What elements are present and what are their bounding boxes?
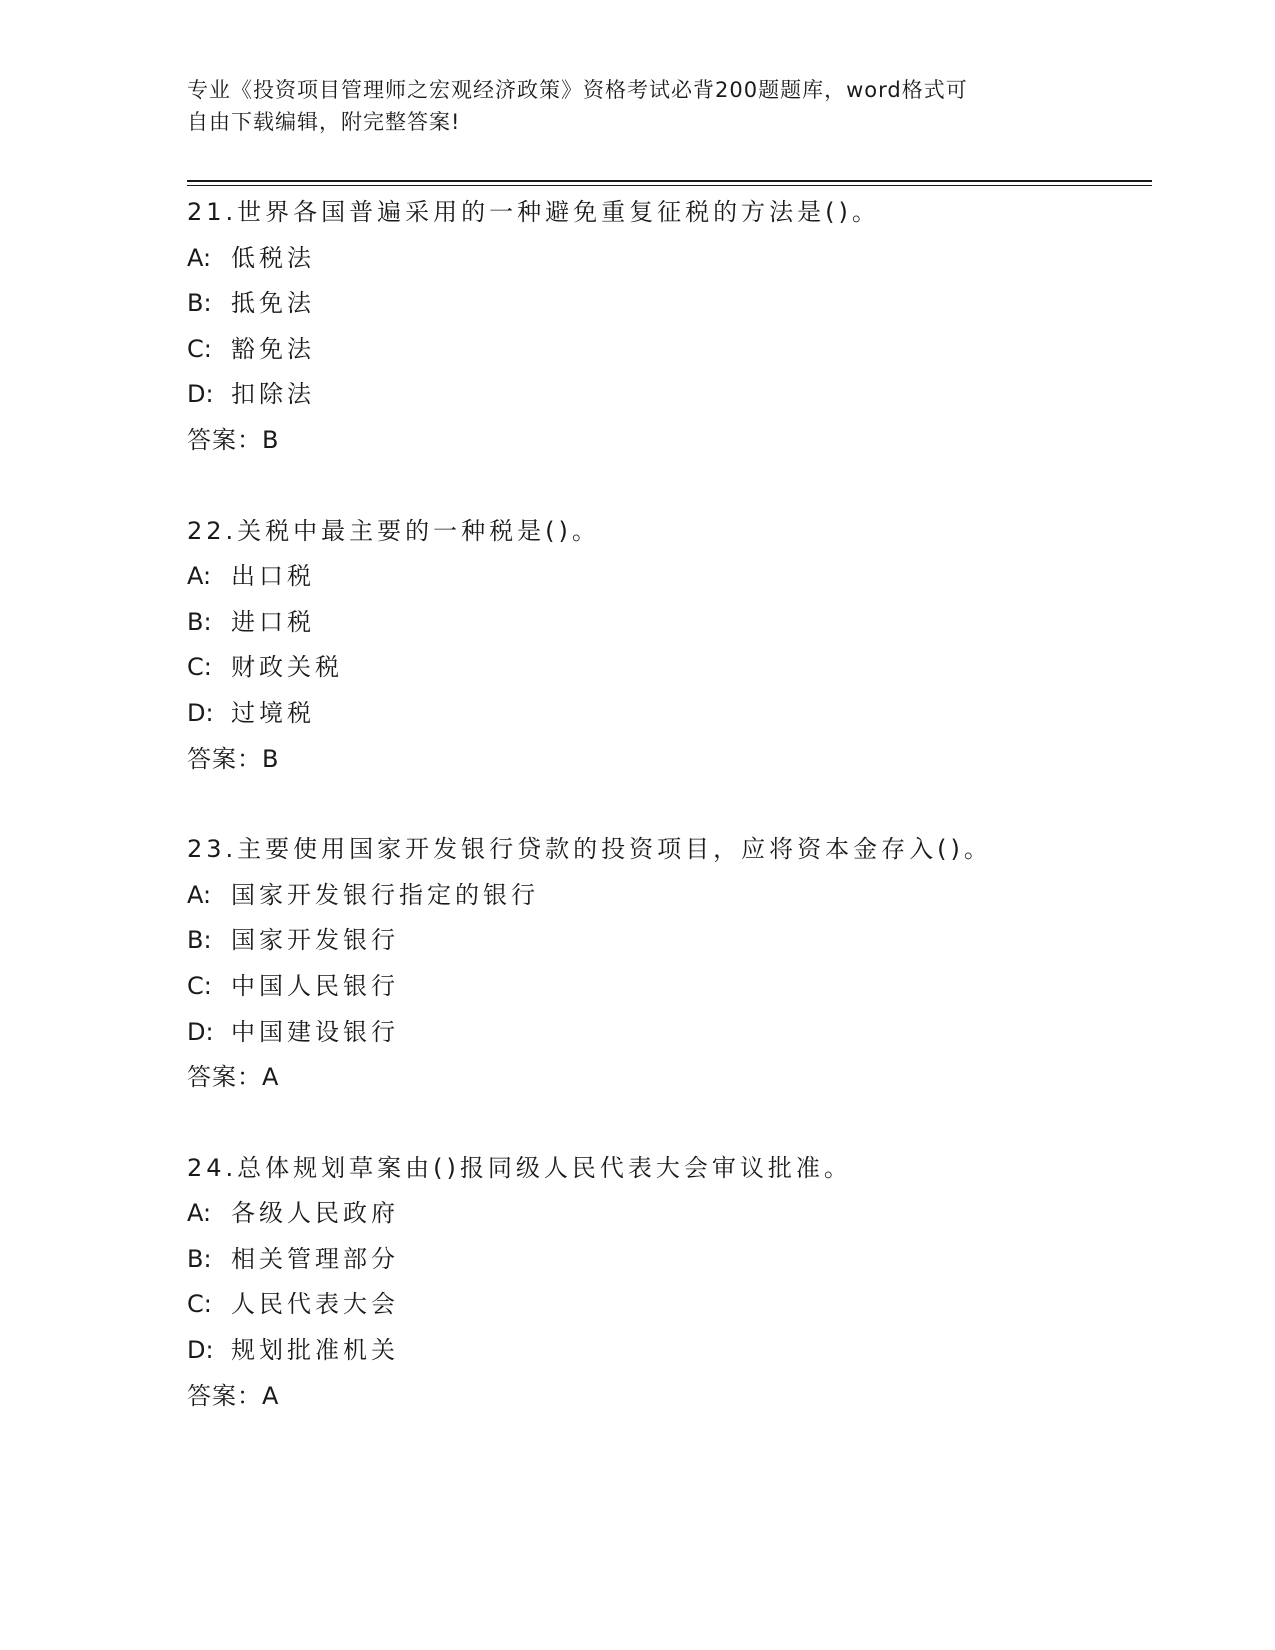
option-text: 抵免法 (231, 289, 315, 318)
option-text: 低税法 (231, 243, 315, 272)
option-b (187, 281, 1152, 327)
option-text: 出口税 (231, 562, 315, 591)
option-text: 人民代表大会 (231, 1290, 399, 1319)
question-stem: 22.关税中最主要的一种税是()。 (187, 516, 600, 545)
option-letter: D: (187, 1017, 214, 1046)
question-stem: 21.世界各国普遍采用的一种避免重复征税的方法是()。 (187, 198, 880, 226)
option-letter: D: (187, 1336, 214, 1365)
header-divider (187, 180, 1152, 186)
option-text: 中国建设银行 (231, 1017, 399, 1046)
option-c (187, 964, 1152, 1010)
option-letter: B: (187, 926, 212, 955)
answer-line: 答案：B (187, 425, 280, 454)
option-d (187, 1328, 1152, 1374)
option-text: 相关管理部分 (231, 1244, 399, 1273)
option-letter: A: (187, 880, 212, 909)
option-c (187, 327, 1152, 373)
option-letter: A: (187, 1199, 212, 1228)
option-text: 规划批准机关 (231, 1336, 399, 1365)
option-d (187, 691, 1152, 737)
question-22 (187, 509, 1152, 783)
question-stem: 23.主要使用国家开发银行贷款的投资项目，应将资本金存入()。 (187, 835, 992, 864)
question-stem: 24.总体规划草案由()报同级人民代表大会审议批准。 (187, 1153, 852, 1182)
option-text: 豁免法 (231, 334, 315, 363)
option-a (187, 873, 1152, 919)
option-text: 过境税 (231, 698, 315, 727)
option-letter: D: (187, 380, 214, 409)
header-line-2: 自由下载编辑，附完整答案! (187, 110, 461, 134)
option-letter: A: (187, 243, 212, 272)
document-header (187, 74, 1067, 138)
option-d (187, 372, 1152, 418)
option-text: 财政关税 (231, 653, 343, 682)
option-a (187, 1191, 1152, 1237)
option-b (187, 600, 1152, 646)
option-b (187, 918, 1152, 964)
option-a (187, 236, 1152, 282)
option-c (187, 645, 1152, 691)
option-b (187, 1237, 1152, 1283)
option-letter: C: (187, 971, 212, 1000)
answer-line: 答案：A (187, 1381, 280, 1410)
question-23 (187, 827, 1152, 1101)
option-letter: D: (187, 698, 214, 727)
option-text: 国家开发银行 (231, 926, 399, 955)
option-letter: B: (187, 289, 212, 318)
option-letter: A: (187, 562, 212, 591)
option-letter: C: (187, 334, 212, 363)
option-letter: B: (187, 607, 212, 636)
document-page (187, 74, 1152, 1419)
option-text: 进口税 (231, 607, 315, 636)
option-d (187, 1010, 1152, 1056)
option-c (187, 1282, 1152, 1328)
header-line-1: 专业《投资项目管理师之宏观经济政策》资格考试必背200题题库，word格式可 (187, 78, 968, 102)
answer-line: 答案：A (187, 1063, 280, 1092)
option-text: 中国人民银行 (231, 971, 399, 1000)
option-text: 国家开发银行指定的银行 (231, 880, 539, 909)
option-text: 扣除法 (231, 380, 315, 409)
question-list (187, 190, 1152, 1419)
answer-line: 答案：B (187, 744, 280, 773)
option-a (187, 554, 1152, 600)
option-letter: B: (187, 1244, 212, 1273)
question-24 (187, 1146, 1152, 1420)
option-letter: C: (187, 653, 212, 682)
option-letter: C: (187, 1290, 212, 1319)
option-text: 各级人民政府 (231, 1199, 399, 1228)
question-21 (187, 190, 1152, 464)
